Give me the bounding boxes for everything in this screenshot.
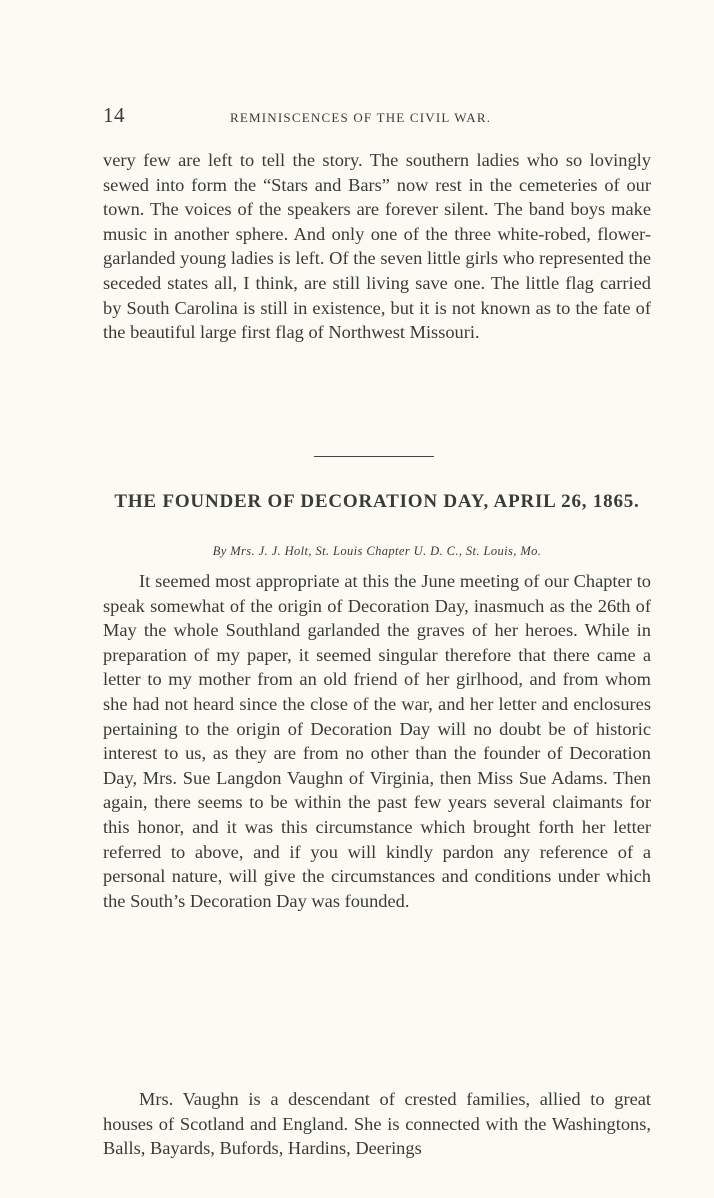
paragraph-decoration-day-origin: It seemed most appropriate at this the June meeting of our Chapter to speak somewhat of the origin of Decoration Day, inasmuch as the 26th of May the whole Southland garlanded the graves of her heroes. While in preparation of my paper, it seemed singular therefore that there came a letter to my mother from an old friend of her girlhood, and from whom she had not heard since the close of the war, and her letter and enclosures pertaining to the origin of Decoration Day will no doubt be of historic interest to us, as they are from no other than the founder of Decoration Day, Mrs. Sue Langdon Vaughn of Virginia, then Miss Sue Adams. Then again, there seems to be within the past few years several claimants for this honor, and it was this circumstance which brought forth her letter referred to above, and if you will kindly pardon any reference of a personal nature, will give the circumstances and conditions under which the South’s Decoration Day was founded. [103, 571, 651, 911]
section-byline: By Mrs. J. J. Holt, St. Louis Chapter U. D. C., St. Louis, Mo. [212, 544, 542, 558]
page-number: 14 [103, 103, 125, 127]
running-head [103, 103, 630, 131]
paragraph-mrs-vaughn: Mrs. Vaughn is a descendant of crested families, allied to great houses of Scotland and England. She is connected with the Washingtons, Balls, Bayards, Bufords, Hardins, Deerings [103, 1089, 651, 1159]
section-title: THE FOUNDER OF DECORATION DAY, APRIL 26, 1865. [114, 491, 640, 512]
paragraph-continuation: very few are left to tell the story. The southern ladies who so lovingly sewed into form the “Stars and Bars” now rest in the cemeteries of our town. The voices of the speakers are forever silent. The band boys make music in another sphere. And only one of the three white-robed, flower-garlanded young ladies is left. Of the seven little girls who represented the seceded states all, I think, are still living save one. The little flag carried by South Carolina is still in existence, but it is not known as to the fate of the beautiful large first flag of Northwest Missouri. [103, 150, 651, 343]
section-divider-rule [314, 456, 434, 457]
running-title: REMINISCENCES OF THE CIVIL WAR. [230, 110, 492, 125]
